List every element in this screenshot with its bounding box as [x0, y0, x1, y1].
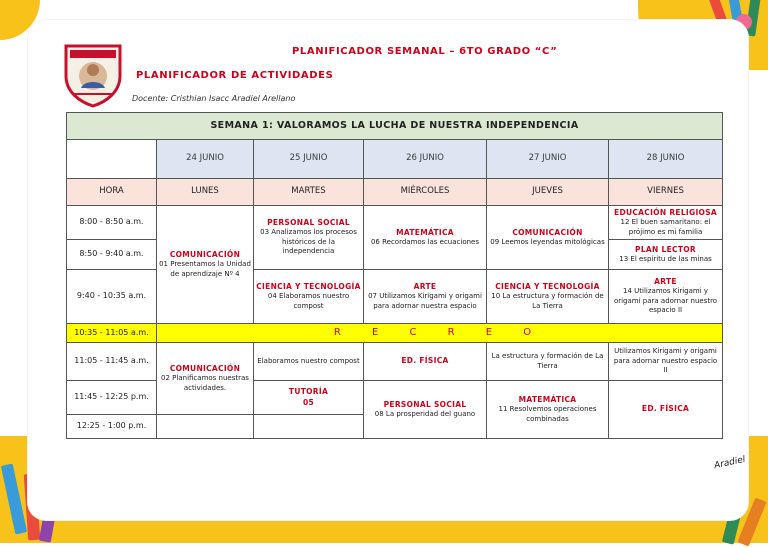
schedule-cell: [487, 270, 609, 324]
schedule-cell: [157, 206, 254, 324]
day-header: JUEVES: [487, 179, 609, 206]
page-title: PLANIFICADOR SEMANAL – 6TO GRADO “C”: [292, 46, 558, 57]
week-title: SEMANA 1: VALORAMOS LA LUCHA DE NUESTRA INDEPENDENCIA: [67, 113, 723, 140]
time-cell: 9:40 - 10:35 a.m.: [67, 270, 157, 324]
activity-text: 04 Elaboramos nuestro compost: [267, 292, 350, 310]
date-header: 26 JUNIO: [364, 140, 487, 179]
day-header: VIERNES: [609, 179, 723, 206]
dates-row: [67, 140, 723, 179]
schedule-cell: [254, 381, 364, 415]
schedule-cell: [364, 206, 487, 270]
hora-header: HORA: [67, 179, 157, 206]
schedule-cell: [609, 240, 723, 270]
empty-cell: [254, 415, 364, 439]
date-header: 28 JUNIO: [609, 140, 723, 179]
day-header: MIÉRCOLES: [364, 179, 487, 206]
activity-text: 09 Leemos leyendas mitológicas: [490, 237, 605, 246]
school-crest-logo: [60, 42, 126, 108]
activity-text: 08 La prosperidad del guano: [374, 409, 476, 418]
day-header: MARTES: [254, 179, 364, 206]
subject-label: PERSONAL SOCIAL: [383, 399, 467, 409]
activity-text: 13 El espíritu de las minas: [619, 254, 712, 263]
activity-text: 06 Recordamos las ecuaciones: [370, 237, 480, 246]
time-cell: 12:25 - 1:00 p.m.: [67, 415, 157, 439]
schedule-cell: Elaboramos nuestro compost: [254, 343, 364, 381]
time-cell: 11:45 - 12:25 p.m.: [67, 381, 157, 415]
subject-label: COMUNICACIÓN: [512, 227, 583, 237]
schedule-cell: [254, 206, 364, 270]
subject-label: ARTE: [413, 282, 437, 291]
schedule-row: [67, 206, 723, 240]
subject-label: PLAN LECTOR: [635, 244, 696, 254]
time-cell: 11:05 - 11:45 a.m.: [67, 343, 157, 381]
recreo-label: R E C R E O: [157, 324, 723, 343]
subject-label: CIENCIA Y TECNOLOGÍA: [256, 282, 361, 291]
subject-label: PERSONAL SOCIAL: [267, 218, 350, 228]
schedule-cell: [609, 206, 723, 240]
subject-label: ED. FÍSICA: [401, 356, 449, 366]
activity-text: 07 Utilizamos Kirigami y origami para adornar nuestra espacio: [368, 292, 482, 310]
week-title-row: [67, 113, 723, 140]
subject-label: MATEMÁTICA: [518, 395, 577, 404]
schedule-row: [67, 343, 723, 381]
page-subtitle: PLANIFICADOR DE ACTIVIDADES: [136, 70, 334, 81]
teacher-name: Docente: Cristhian Isacc Aradiel Arellano: [132, 94, 296, 103]
activity-text: 05: [302, 397, 315, 407]
schedule-cell: [609, 270, 723, 324]
subject-label: COMUNICACIÓN: [169, 364, 241, 373]
subject-label: EDUCACIÓN RELIGIOSA: [614, 208, 718, 217]
schedule-cell: Utilizamos Kirigami y origami para adornar nuestro espacio II: [609, 343, 723, 381]
subject-label: ARTE: [654, 277, 677, 287]
subject-label: CIENCIA Y TECNOLOGÍA: [495, 282, 600, 291]
recreo-row: [67, 324, 723, 343]
subject-label: COMUNICACIÓN: [169, 250, 241, 259]
schedule-cell: [487, 381, 609, 439]
activity-text: 02 Planificamos nuestras actividades.: [161, 374, 249, 392]
time-cell: 8:50 - 9:40 a.m.: [67, 240, 157, 270]
date-header: 27 JUNIO: [487, 140, 609, 179]
activity-text: 01 Presentamos la Unidad de aprendizaje Nº 4: [159, 260, 251, 278]
activity-text: 12 El buen samaritano: el prójimo es mi familia: [620, 218, 711, 236]
subject-label: ED. FÍSICA: [641, 404, 690, 414]
date-header: 24 JUNIO: [157, 140, 254, 179]
schedule-cell: [364, 343, 487, 381]
weekly-schedule-table: [66, 112, 723, 439]
schedule-cell: [364, 381, 487, 439]
schedule-cell: [487, 206, 609, 270]
schedule-cell: [609, 381, 723, 439]
subject-label: MATEMÁTICA: [396, 227, 454, 237]
subject-label: TUTORÍA: [288, 387, 329, 397]
empty-corner-cell: [67, 140, 157, 179]
activity-text: 14 Utilizamos Kirigami y origami para adornar nuestro espacio II: [613, 287, 718, 315]
activity-text: 03 Analizamos los procesos históricos de la independencia: [260, 228, 357, 256]
day-header: LUNES: [157, 179, 254, 206]
schedule-cell: La estructura y formación de La Tierra: [487, 343, 609, 381]
schedule-cell: [254, 270, 364, 324]
time-cell: 10:35 - 11:05 a.m.: [67, 324, 157, 343]
activity-text: 11 Resolvemos operaciones combinadas: [498, 405, 597, 423]
empty-cell: [157, 415, 254, 439]
teacher-signature: Aradiel: [713, 454, 747, 472]
schedule-cell: [364, 270, 487, 324]
time-cell: 8:00 - 8:50 a.m.: [67, 206, 157, 240]
schedule-cell: [157, 343, 254, 415]
activity-text: 10 La estructura y formación de La Tierra: [491, 292, 604, 310]
date-header: 25 JUNIO: [254, 140, 364, 179]
days-row: [67, 179, 723, 206]
